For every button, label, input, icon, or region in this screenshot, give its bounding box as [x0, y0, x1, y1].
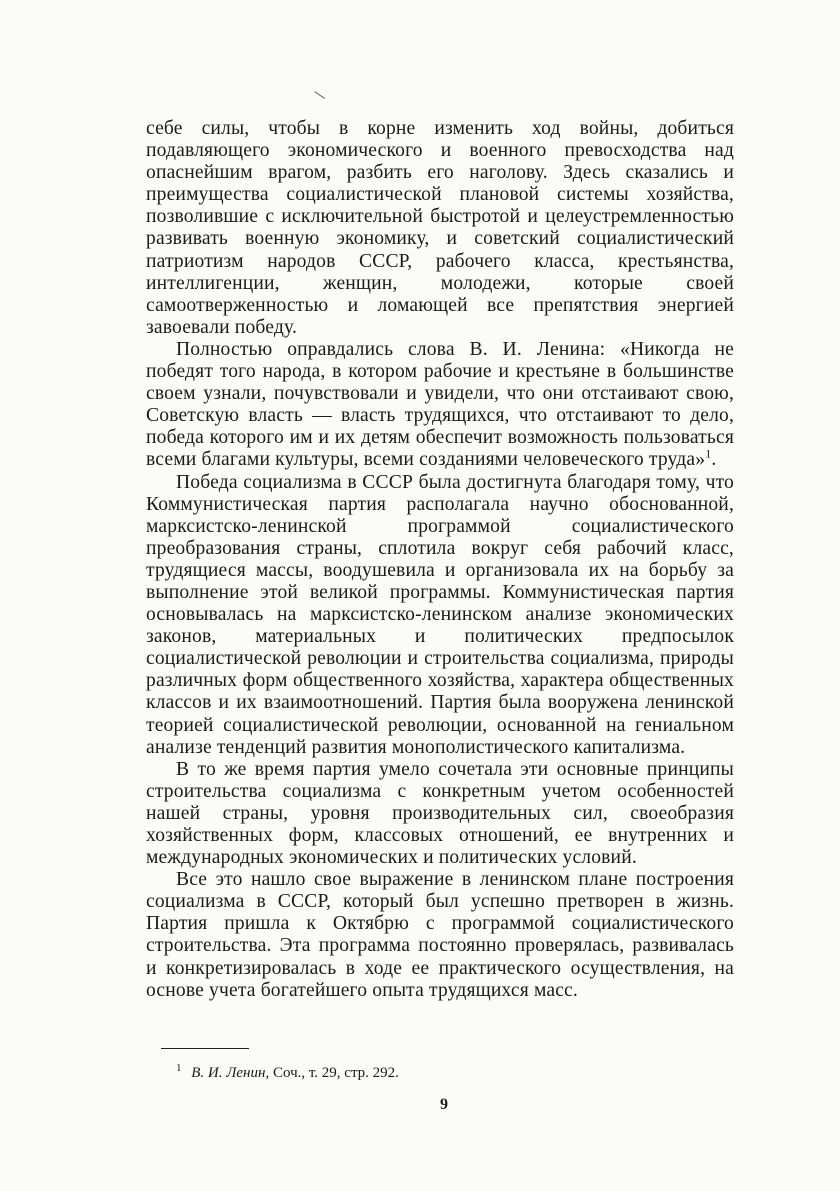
paragraph-2-text: Полностью оправдались слова В. И. Ленина: «Никогда не победят того народа, в котором рабочие и крестьяне в большинстве своем узнали, почувствовали и увидели, что они отстаивают свою, Советскую власть — власть трудящихся, что отстаивают то дело, победа которого им и их детям обеспечит возможность пользоваться всеми благами культуры, всеми созданиями человеческого труда» [146, 338, 734, 471]
footnote-reference[interactable]: 1 [705, 446, 712, 461]
paragraph-3: Победа социализма в СССР была достигнута благодаря тому, что Коммунистическая партия располагала научно обоснованной, марксистско-ленинской программой социалистического преобразования страны, сплотила вокруг себя рабочий класс, трудящиеся массы, воодушевила и организовала их на борьбу за выполнение этой великой программы. Коммунистическая партия основывалась на марксистско-ленинском анализе экономических законов, материальных и политических предпосылок социалистической революции и строительства социализма, природы различных форм общественного хозяйства, характера общественных классов и их взаимоотношений. Партия была вооружена ленинской теорией социалистической революции, основанной на гениальном анализе тенденций развития монополистического капитализма. [146, 471, 734, 758]
footnote-author: В. И. Ленин, [191, 1065, 270, 1081]
paragraph-2 [146, 339, 734, 472]
paragraph-2-period: . [711, 449, 717, 471]
paragraph-4: В то же время партия умело сочетала эти основные принципы строительства социализма с конкретным учетом особенностей нашей страны, уровня производительных сил, своеобразия хозяйственных форм, классовых отношений, ее внутренних и международных экономических и политических условий. [146, 758, 734, 869]
footnote-source: Соч., т. 29, стр. 292. [272, 1065, 399, 1081]
page-number: 9 [440, 1096, 448, 1113]
body-text [146, 118, 734, 1002]
paragraph-5: Все это нашло свое выражение в ленинском плане построения социализма в СССР, который был успешно претворен в жизнь. Партия пришла к Октябрю с программой социалистического строительства. Эта программа постоянно проверялась, развивалась и конкретизировалась в ходе ее практического осуществления, на основе учета богатейшего опыта трудящихся масс. [146, 869, 734, 1001]
paragraph-1: себе силы, чтобы в корне изменить ход войны, добиться подавляющего экономического и военного превосходства над опаснейшим врагом, разбить его наголову. Здесь сказались и преимущества социалистической плановой системы хозяйства, позволившие с исключительной быстротой и целеустремленностью развивать военную экономику, и советский социалистический патриотизм народов СССР, рабочего класса, крестьянства, интеллигенции, женщин, молодежи, которые своей самоотверженностью и ломающей все препятствия энергией завоевали победу. [146, 118, 734, 338]
footnote [176, 1064, 399, 1082]
footnote-divider [161, 1048, 249, 1049]
footnote-mark: 1 [176, 1062, 182, 1074]
print-speck-mark [311, 91, 325, 104]
